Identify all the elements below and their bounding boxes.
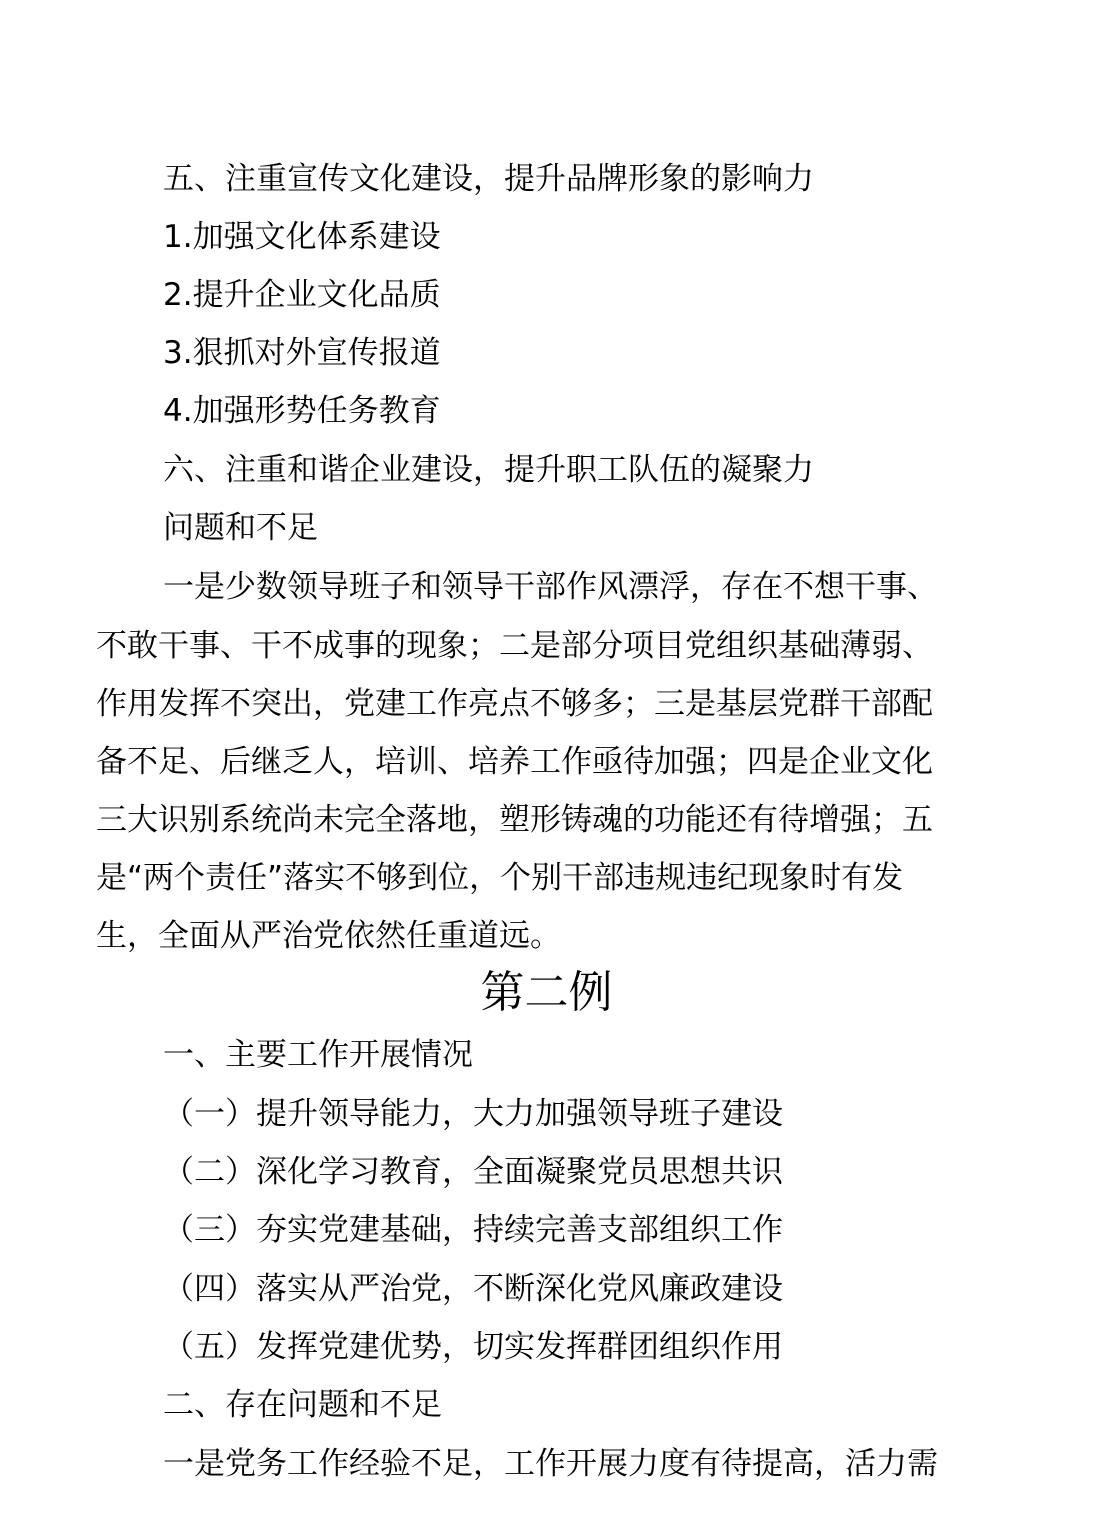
section-one-item: （四）落实从严治党，不断深化党风廉政建设 xyxy=(163,1271,783,1307)
section-one-item: （三）夯实党建基础，持续完善支部组织工作 xyxy=(163,1212,783,1248)
section-five-item: 2.提升企业文化品质 xyxy=(163,277,441,313)
problems-paragraph-line: 备不足、后继乏人，培训、培养工作亟待加强；四是企业文化 xyxy=(96,744,933,780)
problems-heading: 问题和不足 xyxy=(163,510,318,546)
section-five-item: 1.加强文化体系建设 xyxy=(163,219,441,255)
section-five-heading: 五、注重宣传文化建设，提升品牌形象的影响力 xyxy=(163,161,814,197)
problems-paragraph-line: 一是少数领导班子和领导干部作风漂浮，存在不想干事、 xyxy=(163,569,938,605)
section-five-item: 4.加强形势任务教育 xyxy=(163,393,441,429)
problems-paragraph-line: 作用发挥不突出，党建工作亮点不够多；三是基层党群干部配 xyxy=(96,686,933,722)
problems-paragraph-line: 生，全面从严治党依然任重道远。 xyxy=(96,918,561,954)
section-two-first-line: 一是党务工作经验不足，工作开展力度有待提高，活力需 xyxy=(163,1446,938,1482)
section-two-heading: 二、存在问题和不足 xyxy=(163,1387,442,1423)
problems-paragraph-line: 三大识别系统尚未完全落地，塑形铸魂的功能还有待增强；五 xyxy=(96,802,933,838)
section-one-heading: 一、主要工作开展情况 xyxy=(163,1037,473,1073)
problems-paragraph-line: 不敢干事、干不成事的现象；二是部分项目党组织基础薄弱、 xyxy=(96,628,933,664)
section-five-item: 3.狠抓对外宣传报道 xyxy=(163,335,441,371)
section-one-item: （五）发挥党建优势，切实发挥群团组织作用 xyxy=(163,1329,783,1365)
section-one-item: （一）提升领导能力，大力加强领导班子建设 xyxy=(163,1096,783,1132)
section-six-heading: 六、注重和谐企业建设，提升职工队伍的凝聚力 xyxy=(163,452,814,488)
problems-paragraph-line: 是“两个责任”落实不够到位，个别干部违规违纪现象时有发 xyxy=(96,860,904,896)
example-two-title: 第二例 xyxy=(480,967,613,1018)
section-one-item: （二）深化学习教育，全面凝聚党员思想共识 xyxy=(163,1154,783,1190)
